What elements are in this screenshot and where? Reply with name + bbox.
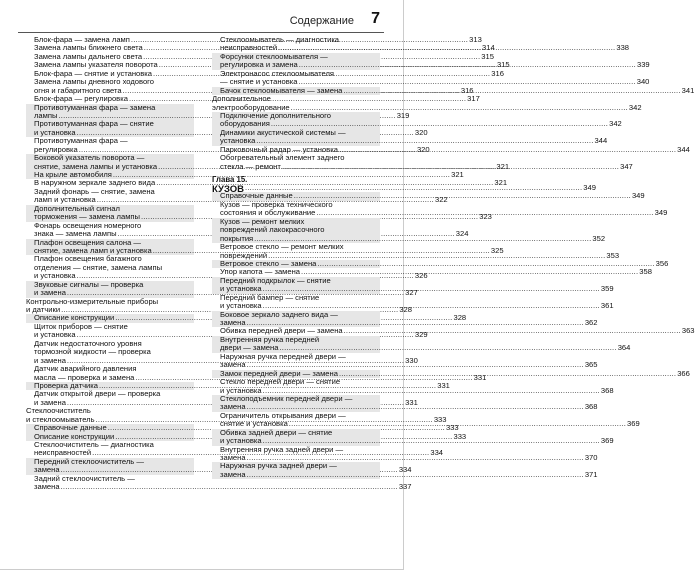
indent-spacer — [26, 129, 34, 137]
indent-spacer — [212, 462, 220, 470]
toc-entry-text: Проверка датчика — [34, 380, 98, 390]
indent-spacer — [26, 433, 34, 441]
toc-entry-text: Датчик недостаточного уровня — [34, 338, 142, 348]
toc-entry-page: 333 — [453, 431, 467, 441]
toc-entry-page: 361 — [600, 301, 614, 311]
indent-spacer — [212, 112, 220, 120]
indent-spacer — [26, 441, 34, 449]
indent-spacer — [212, 336, 220, 344]
toc-entry-text: и установка — [34, 127, 76, 137]
toc-entry-text: Бачок стеклоомывателя — замена — [220, 85, 343, 95]
toc-entry-page: 369 — [600, 436, 614, 446]
toc-entry-text: стекла — ремонт — [220, 161, 281, 171]
leader-dots — [301, 268, 638, 276]
toc-entry-page: 313 — [469, 35, 482, 44]
toc-entry-text: Стеклоочиститель — [26, 406, 91, 416]
indent-spacer — [26, 382, 34, 390]
toc-entry-text: Форсунки стеклоомывателя — — [220, 51, 328, 61]
indent-spacer — [212, 319, 220, 327]
toc-entry-text: — снятие и установка — [220, 77, 298, 87]
toc-entry-page: 364 — [617, 343, 631, 353]
toc-entry-text: Щиток приборов — снятие — [34, 321, 128, 331]
leader-dots — [339, 370, 676, 378]
indent-spacer — [212, 412, 220, 420]
leader-dots — [299, 61, 636, 69]
toc-entry-text: Боковой указатель поворота — — [34, 153, 145, 163]
toc-entry-text: электрооборудование — [212, 102, 290, 112]
toc-entry-page: 344 — [594, 136, 608, 146]
toc-entry-text: Блок-фара — замена ламп — [34, 35, 130, 44]
leader-dots — [316, 209, 653, 217]
toc-entry-text: и установка — [220, 385, 262, 395]
toc-entry-page: 365 — [584, 360, 598, 370]
toc-entry-text: Замена лампы указателя поворота — [34, 60, 158, 70]
indent-spacer — [212, 192, 220, 200]
indent-spacer — [26, 264, 34, 272]
toc-entry-text: и установка — [220, 301, 262, 311]
toc-entry-page: 366 — [677, 368, 690, 378]
toc-entry-text: Наружная ручка передней двери — — [220, 351, 346, 361]
indent-spacer — [26, 323, 34, 331]
toc-entry-page: 333 — [433, 414, 447, 424]
leader-dots — [278, 44, 615, 52]
toc-entry-page: 321 — [494, 178, 508, 188]
toc-entry — [26, 482, 412, 492]
toc-entry-text: повреждений — [220, 250, 268, 260]
toc-entry-page: 344 — [677, 144, 690, 154]
indent-spacer — [212, 268, 220, 276]
indent-spacer — [26, 365, 34, 373]
toc-entry-page: 319 — [396, 110, 410, 120]
indent-spacer — [212, 361, 220, 369]
indent-spacer — [26, 348, 34, 356]
page-number: 7 — [371, 10, 380, 27]
indent-spacer — [26, 179, 34, 187]
toc-entry-page: 321 — [496, 161, 510, 171]
toc-entry-text: огня и габаритного света — [34, 85, 122, 95]
toc-entry-page: 320 — [414, 127, 428, 137]
indent-spacer — [26, 104, 34, 112]
leader-dots — [289, 420, 626, 428]
toc-entry-text: Внутренняя ручка передней — [220, 334, 320, 344]
indent-spacer — [26, 222, 34, 230]
toc-entry-text: и установка — [220, 284, 262, 294]
indent-spacer — [26, 272, 34, 280]
toc-entry-text: замена — [220, 453, 246, 462]
leader-dots — [343, 87, 680, 95]
leader-dots — [61, 483, 398, 491]
toc-entry-text: замена — [220, 469, 246, 479]
indent-spacer — [212, 44, 220, 52]
toc-entry-text: масла — проверка и замена — [34, 372, 135, 382]
indent-spacer — [212, 137, 220, 145]
toc-entry-page: 349 — [631, 191, 645, 201]
toc-entry-text: отделения — снятие, замена лампы — [34, 262, 163, 272]
toc-entry-text: Замена лампы ближнего света — [34, 43, 143, 53]
page-header — [18, 12, 384, 30]
toc-entry-text: Замок передней двери — замена — [220, 368, 338, 378]
indent-spacer — [26, 70, 34, 78]
indent-spacer — [212, 163, 220, 171]
toc-entry-text: Стеклоомыватель — диагностика — [220, 35, 340, 44]
toc-entry-page: 326 — [414, 271, 428, 281]
toc-entry-page: 325 — [490, 245, 504, 255]
toc-entry-page: 347 — [620, 161, 633, 171]
indent-spacer — [212, 353, 220, 361]
toc-entry-text: Передний подкрылок — снятие — [220, 275, 331, 285]
toc-entry-text: неисправностей — [34, 448, 92, 458]
indent-spacer — [26, 171, 34, 179]
toc-entry-text: лампы — [34, 110, 58, 120]
indent-spacer — [26, 36, 34, 44]
indent-spacer — [212, 277, 220, 285]
indent-spacer — [212, 201, 220, 209]
toc-entry-page: 334 — [398, 465, 412, 475]
toc-entry-page: 331 — [405, 397, 418, 407]
toc-entry-text: На крыле автомобиля — [34, 170, 112, 179]
indent-spacer — [26, 390, 34, 398]
toc-entry-text: Плафон освещения салона — — [34, 237, 142, 247]
toc-entry-text: Контрольно-измерительные приборы — [26, 296, 159, 306]
toc-entry-text: Задний стеклоочиститель — — [34, 473, 135, 483]
indent-spacer — [26, 163, 34, 171]
toc-entry-text: Замена лампы дневного ходового — [34, 77, 154, 87]
toc-entry-page: 363 — [681, 326, 695, 336]
indent-spacer — [26, 120, 34, 128]
toc-entry-page: 324 — [455, 229, 469, 239]
toc-entry-page: 320 — [416, 144, 430, 154]
toc-entry-text: и замена — [34, 288, 66, 298]
indent-spacer — [26, 374, 34, 382]
toc-entry-text: и установка — [220, 436, 262, 446]
toc-entry-text: Стеклоочиститель — диагностика — [34, 440, 154, 449]
indent-spacer — [26, 146, 34, 154]
toc-entry-page: 371 — [584, 469, 598, 479]
toc-entry-text: Передний бампер — снятие — [220, 292, 320, 302]
toc-entry-text: Противотуманная фара — — [34, 136, 128, 146]
toc-entry-page: 323 — [479, 212, 492, 222]
chapter-name: КУЗОВ — [212, 184, 245, 195]
toc-entry-page: 317 — [467, 94, 480, 104]
indent-spacer — [26, 95, 34, 103]
toc-entry-text: Передний стеклоочиститель — — [34, 456, 144, 466]
toc-entry-text: снятие, замена лампы и установка — [34, 161, 158, 171]
toc-entry-page: 331 — [437, 380, 450, 390]
toc-entry-text: замена — [220, 318, 246, 327]
leader-dots — [291, 104, 628, 112]
toc-entry-text: Противотуманная фара — снятие — [34, 119, 154, 129]
indent-spacer — [212, 218, 220, 226]
toc-entry-text: Подключение дополнительного — [220, 110, 331, 120]
indent-spacer — [26, 458, 34, 466]
toc-entry-page: 353 — [606, 250, 620, 260]
indent-spacer — [26, 154, 34, 162]
toc-entry-text: регулировка и замена — [220, 60, 298, 70]
toc-entry-text: замена — [34, 482, 60, 492]
toc-entry-text: Динамики акустической системы — — [220, 127, 346, 137]
indent-spacer — [26, 230, 34, 238]
toc-entry-text: замена — [220, 360, 246, 370]
indent-spacer — [212, 36, 220, 44]
indent-spacer — [212, 120, 220, 128]
indent-spacer — [212, 437, 220, 445]
toc-entry-page: 322 — [434, 195, 448, 205]
toc-entry-page: 331 — [473, 372, 487, 382]
indent-spacer — [212, 61, 220, 69]
indent-spacer — [212, 235, 220, 243]
toc-entry-text: двери — замена — [220, 343, 279, 353]
toc-entry-text: Блок-фара — снятие и установка — [34, 68, 153, 78]
toc-entry-page: 321 — [451, 170, 464, 179]
indent-spacer — [26, 196, 34, 204]
toc-entry-page: 341 — [681, 85, 695, 95]
toc-entry-text: Справочные данные — [34, 423, 107, 433]
indent-spacer — [212, 78, 220, 86]
indent-spacer — [26, 44, 34, 52]
toc-entry-text: и датчики — [26, 305, 61, 314]
toc-entry-page: 369 — [627, 419, 640, 429]
toc-entry-text: Обивка передней двери — замена — [220, 326, 343, 336]
indent-spacer — [212, 252, 220, 260]
toc-entry-text: Внутренняя ручка задней двери — — [220, 444, 344, 454]
toc-entry-text: и установка — [34, 271, 76, 281]
indent-spacer — [212, 146, 220, 154]
chapter-number: Глава 15. — [212, 175, 248, 184]
indent-spacer — [212, 395, 220, 403]
toc-entry-text: Электронасос стеклоомывателя — [220, 68, 334, 78]
toc-entry-page: 327 — [405, 288, 418, 298]
toc-entry-text: Кузов — ремонт мелких — [220, 216, 305, 226]
toc-entry-page: 337 — [398, 482, 412, 492]
indent-spacer — [26, 53, 34, 61]
toc-entry-page: 316 — [491, 68, 504, 78]
toc-entry-text: регулировка — [34, 144, 78, 154]
indent-spacer — [26, 314, 34, 322]
toc-entry-text: Ветровое стекло — замена — [220, 258, 317, 268]
toc-entry-text: Задний фонарь — снятие, замена — [34, 186, 155, 196]
indent-spacer — [212, 429, 220, 437]
indent-spacer — [26, 255, 34, 263]
toc-entry-text: покрытия — [220, 233, 254, 243]
toc-entry-text: В наружном зеркале заднего вида — [34, 178, 156, 188]
toc-entry-text: Датчик открытой двери — проверка — [34, 389, 161, 399]
toc-entry-text: и замена — [34, 355, 66, 365]
toc-entry-page: 356 — [655, 258, 669, 268]
toc-entry-text: снятие и установка — [220, 419, 288, 429]
toc-entry-page: 328 — [453, 313, 467, 323]
toc-entry-text: и замена — [34, 397, 66, 407]
indent-spacer — [212, 70, 220, 78]
toc-entry-text: Наружная ручка задней двери — — [220, 461, 337, 471]
indent-spacer — [212, 260, 220, 268]
toc-entry-page: 370 — [584, 453, 598, 462]
toc-entry-page: 330 — [405, 355, 418, 365]
toc-entry-page: 339 — [636, 60, 650, 70]
toc-entry-text: торможения — замена лампы — [34, 212, 140, 222]
toc-entry-text: тормозной жидкости — проверка — [34, 347, 151, 357]
toc-entry-text: замена — [34, 465, 60, 475]
indent-spacer — [212, 154, 220, 162]
indent-spacer — [212, 285, 220, 293]
toc-entry-text: Фонарь освещения номерного — [34, 220, 142, 230]
leader-dots — [294, 192, 631, 200]
toc-entry-text: повреждений лакокрасочного — [220, 225, 325, 235]
toc-entry-text: Датчик аварийного давления — [34, 364, 137, 374]
toc-entry-page: 362 — [584, 318, 598, 327]
toc-entry-text: состояния и обслуживание — [220, 208, 316, 218]
indent-spacer — [26, 449, 34, 457]
toc-entry-text: снятие, замена ламп и установка — [34, 245, 152, 255]
indent-spacer — [26, 188, 34, 196]
indent-spacer — [26, 137, 34, 145]
indent-spacer — [26, 87, 34, 95]
leader-dots — [247, 471, 584, 479]
toc-entry-text: Противотуманная фара — замена — [34, 102, 156, 112]
toc-entry-text: Дополнительное — [212, 94, 271, 104]
indent-spacer — [212, 294, 220, 302]
indent-spacer — [26, 239, 34, 247]
indent-spacer — [212, 209, 220, 217]
toc-entry-text: установка — [220, 136, 256, 146]
toc-entry-text: Упор капота — замена — [220, 267, 301, 277]
indent-spacer — [212, 226, 220, 234]
toc-entry-text: Стеклоподъемник передней двери — — [220, 393, 353, 403]
toc-entry-page: 342 — [609, 119, 622, 129]
toc-entry-page: 358 — [639, 267, 652, 277]
toc-entry-text: неисправностей — [220, 43, 278, 53]
toc-entry-text: Ограничитель открывания двери — — [220, 410, 346, 420]
indent-spacer — [212, 378, 220, 386]
toc-entry-text: Справочные данные — [220, 191, 293, 201]
toc-entry-page: 315 — [496, 60, 510, 70]
indent-spacer — [26, 357, 34, 365]
toc-entry-page: 314 — [482, 43, 495, 53]
toc-entry-page: 368 — [584, 402, 598, 412]
toc-entry-text: Парковочный радар — установка — [220, 144, 338, 154]
toc-entry-page: 328 — [399, 305, 412, 314]
header-rule — [18, 32, 384, 33]
indent-spacer — [212, 471, 220, 479]
indent-spacer — [212, 403, 220, 411]
toc-entry-text: знака — замена лампы — [34, 229, 117, 239]
toc-entry-page: 352 — [592, 233, 606, 243]
toc-entry-text: и установка — [34, 330, 76, 340]
chapter-page: 349 — [583, 183, 596, 192]
toc-entry-text: Ветровое стекло — ремонт мелких — [220, 242, 344, 252]
toc-entry-text: Стекло передней двери — снятие — [220, 377, 341, 387]
toc-entry-page: 315 — [481, 51, 494, 61]
indent-spacer — [26, 247, 34, 255]
indent-spacer — [212, 327, 220, 335]
indent-spacer — [26, 205, 34, 213]
toc-entry-text: Дополнительный сигнал — [34, 203, 120, 213]
toc-entry-text: оборудования — [220, 119, 270, 129]
indent-spacer — [26, 112, 34, 120]
indent-spacer — [212, 446, 220, 454]
indent-spacer — [26, 475, 34, 483]
indent-spacer — [212, 129, 220, 137]
indent-spacer — [212, 420, 220, 428]
toc-entry-page: 359 — [600, 284, 614, 294]
toc-entry-text: Обогревательный элемент заднего — [220, 153, 345, 163]
toc-entry-text: Звуковые сигналы — проверка — [34, 279, 144, 289]
toc-entry-text: замена — [220, 402, 246, 412]
indent-spacer — [212, 302, 220, 310]
indent-spacer — [212, 387, 220, 395]
toc-entry-page: 368 — [600, 385, 614, 395]
toc-entry-text: Обивка задней двери — снятие — [220, 427, 333, 437]
toc-entry-page: 329 — [414, 330, 428, 340]
toc-entry-page: 340 — [636, 77, 650, 87]
toc-entry-page: 338 — [616, 43, 630, 53]
leader-dots — [339, 146, 676, 154]
indent-spacer — [212, 454, 220, 462]
toc-entry-text: Описание конструкции — [34, 313, 115, 323]
toc-entry-page: 349 — [654, 208, 668, 218]
indent-spacer — [26, 424, 34, 432]
indent-spacer — [26, 78, 34, 86]
toc-entry-text: ламп и установка — [34, 195, 96, 205]
toc-entry-page: 334 — [430, 448, 444, 458]
indent-spacer — [26, 281, 34, 289]
toc-entry-text: Описание конструкции — [34, 431, 115, 441]
leader-dots — [282, 163, 619, 171]
toc-entry-page: 316 — [460, 85, 474, 95]
toc-entry-text: Боковое зеркало заднего вида — — [220, 309, 338, 319]
indent-spacer — [26, 61, 34, 69]
indent-spacer — [26, 331, 34, 339]
toc-entry-text: и стеклоомыватель — [26, 414, 95, 424]
indent-spacer — [212, 344, 220, 352]
indent-spacer — [26, 213, 34, 221]
indent-spacer — [212, 53, 220, 61]
header-title: Содержание — [289, 15, 354, 27]
indent-spacer — [26, 483, 34, 491]
indent-spacer — [212, 243, 220, 251]
indent-spacer — [26, 340, 34, 348]
toc-entry-text: Плафон освещения багажного — [34, 254, 142, 264]
indent-spacer — [26, 466, 34, 474]
toc-entry-page: 333 — [445, 423, 459, 433]
indent-spacer — [212, 311, 220, 319]
indent-spacer — [212, 370, 220, 378]
toc-entry-text: Кузов — проверка технического — [220, 199, 333, 209]
leader-dots — [344, 327, 681, 335]
toc-entry-text: Замена лампы дальнего света — [34, 51, 143, 61]
toc-entry-page: 342 — [628, 102, 642, 112]
toc-entry-text: Блок-фара — регулировка — [34, 94, 128, 104]
